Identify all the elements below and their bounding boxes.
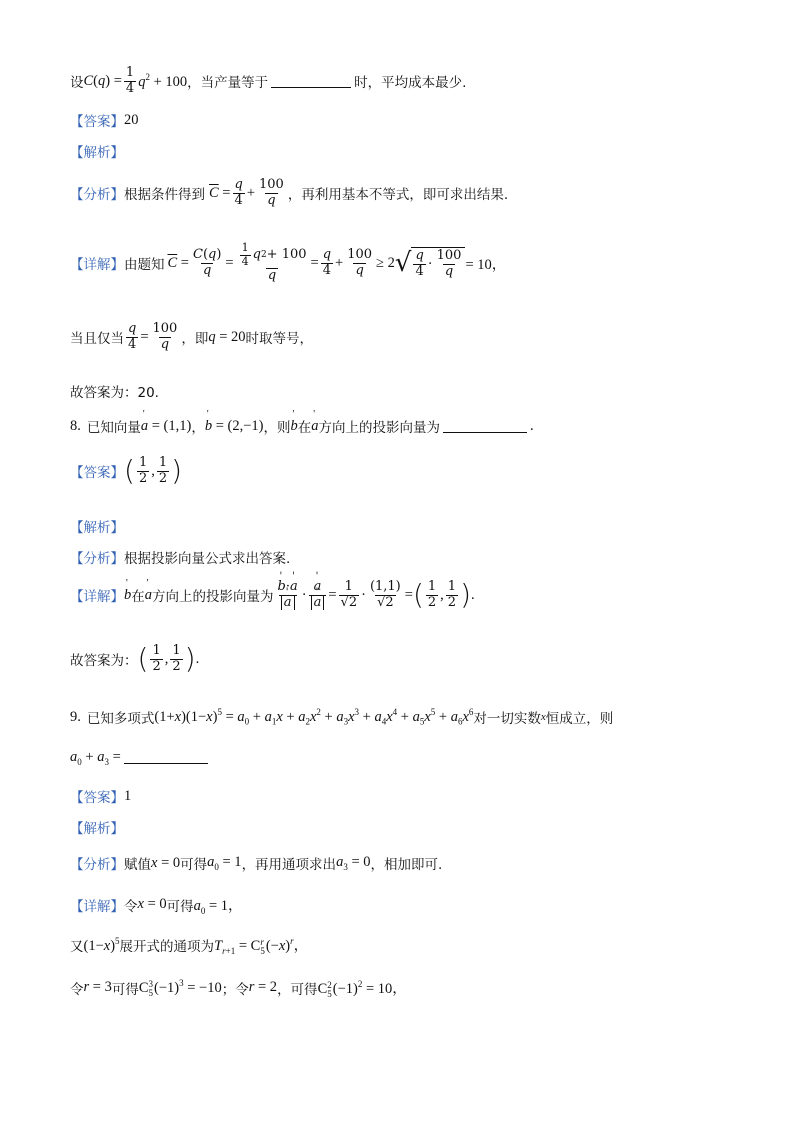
q8-fenxi-text: 根据投影向量公式求出答案. [124,551,291,567]
fenxi-tag: 【分析】 [70,551,124,567]
q9-answer-line [70,786,131,806]
fenxi-tag: 【分析】 [70,187,124,204]
q9-analysis-heading [70,817,124,837]
question-8-line: 8. 已知向量 ' a = (1,1) ， ' b = (2,−1) ，则 ' b 在 ' a 方向上的投影向量为 . [70,416,534,436]
equality-condition-line: 当且仅当 $\frac{q}{4}$ = $\frac{100}{q}$ ，即 q = 20 时取等号， [70,321,314,352]
question-suffix: 时，平均成本最少. [354,75,467,92]
q8-xiangjie-line: 【详解】 ' b 在 ' a 方向上的投影向量为 ' b·' a ' a · ' a ' a = $\frac{1}{√2}$ · $\frac{(1,1)}{√2}$ = ( $\frac{1}{2}$ , $\frac{1}{2}$ ) . [70,580,475,611]
analysis-tag: 【解析】 [70,520,124,536]
xiangjie-line: 【详解】 由题知 $\overline{C}$ = $\frac{C(q)}{q}$ = $\frac{1}{4}$ q 2 + 100 q = $\frac{q}{4}$ + $\frac{100}{q}$ ≥ 2 √ $\frac{q}{4}$ · $\frac{100}{q}$ = 10， [70,241,507,284]
fenxi-line: 【分析】 根据条件得到 $\overline{C}$ = $\frac{q}{4}$ + $\frac{100}{q}$ ，再利用基本不等式，即可求出结果. [70,177,509,208]
question-9-text-a: 已知多项式 [86,711,155,727]
condition-text-a: 当且仅当 [70,331,124,348]
xiangjie-tag: 【详解】 [70,589,124,606]
answer-line [70,110,139,130]
xiangjie-tag: 【详解】 [70,898,124,915]
question-middle-text: ，当产量等于 [187,75,269,92]
q9-answer-value: 1 [124,787,132,804]
q8-analysis-heading [70,516,124,536]
answer-tag: 【答案】 [70,114,124,130]
analysis-heading [70,141,124,161]
q8-fenxi-line [70,547,290,567]
fenxi-text-b: ，再利用基本不等式，即可求出结果. [287,187,509,204]
answer-value: 20 [124,111,139,128]
analysis-tag: 【解析】 [70,821,124,837]
answer-blank[interactable] [271,75,351,88]
q9-fenxi-line: 【分析】 赋值 x = 0 可得 $a_0 = 1$ ，再用通项求出 $a_3 = 0$ ，相加即可. [70,854,443,873]
answer-blank[interactable] [124,751,208,764]
q8-xiangjie-text: 方向上的投影向量为 [152,589,274,606]
question-7-line: 设 C(q) = $\frac{1}{4}$ $q^2 + 100$ ，当产量等于 时，平均成本最少. [70,65,467,96]
xiangjie-tag: 【详解】 [70,257,124,274]
answer-tag: 【答案】 [70,465,124,482]
condition-text-c: 时取等号， [245,331,314,348]
q8-answer-line: 【答案】 ( $\frac{1}{2}$ , $\frac{1}{2}$ ) [70,454,183,488]
q9-xiangjie-line: 【详解】 令 x = 0 可得 $a_0 = 1$， [70,896,243,916]
fenxi-text-a: 根据条件得到 [124,187,205,204]
q8-conclusion-line: 故答案为： ( $\frac{1}{2}$ , $\frac{1}{2}$ ) . [70,642,200,676]
q8-conclusion-text: 故答案为： [70,653,138,670]
top-conclusion-text: 故答案为：20. [70,385,159,401]
answer-blank[interactable] [443,420,527,433]
q9-general-term-line: 又 $(1-x)^5$ 展开式的通项为 $T_{r+1} = C$ r 5 $(-x)^r$， [70,935,309,956]
xiangjie-text-a: 由题知 [124,257,165,274]
answer-tag: 【答案】 [70,790,124,806]
condition-text-b: ，即 [181,331,209,348]
square-root: √ $\frac{q}{4}$ · $\frac{100}{q}$ [395,247,466,280]
top-conclusion [70,381,159,401]
question-9-line: 9. 已知多项式 $(1+x)(1-x)^5 = a_0 + a_1x + a_2x^2 + a_3x^3 + a_4x^4 + a_5x^5 + a_6x^6$ 对一切实数 x 恒成立，则 [70,707,614,727]
cost-formula: C(q) = [83,72,122,89]
q9-substitution-line: 令 r = 3 可得 C 3 5 $(-1)^3 = -10$ ；令 r = 2 ，可得 C 2 5 $(-1)^2 = 10$， [70,978,407,999]
question-prefix: 设 [70,75,84,92]
analysis-tag: 【解析】 [70,145,124,161]
fenxi-tag: 【分析】 [70,857,124,873]
question-9-number: 9. [70,708,81,725]
question-8-text-a: 已知向量 [86,420,141,436]
question-8-number: 8. [70,417,81,434]
question-9-line-2: $a_0 + a_3$ = [70,749,211,767]
fraction-one-quarter: $\frac{1}{4}$ [125,65,135,96]
